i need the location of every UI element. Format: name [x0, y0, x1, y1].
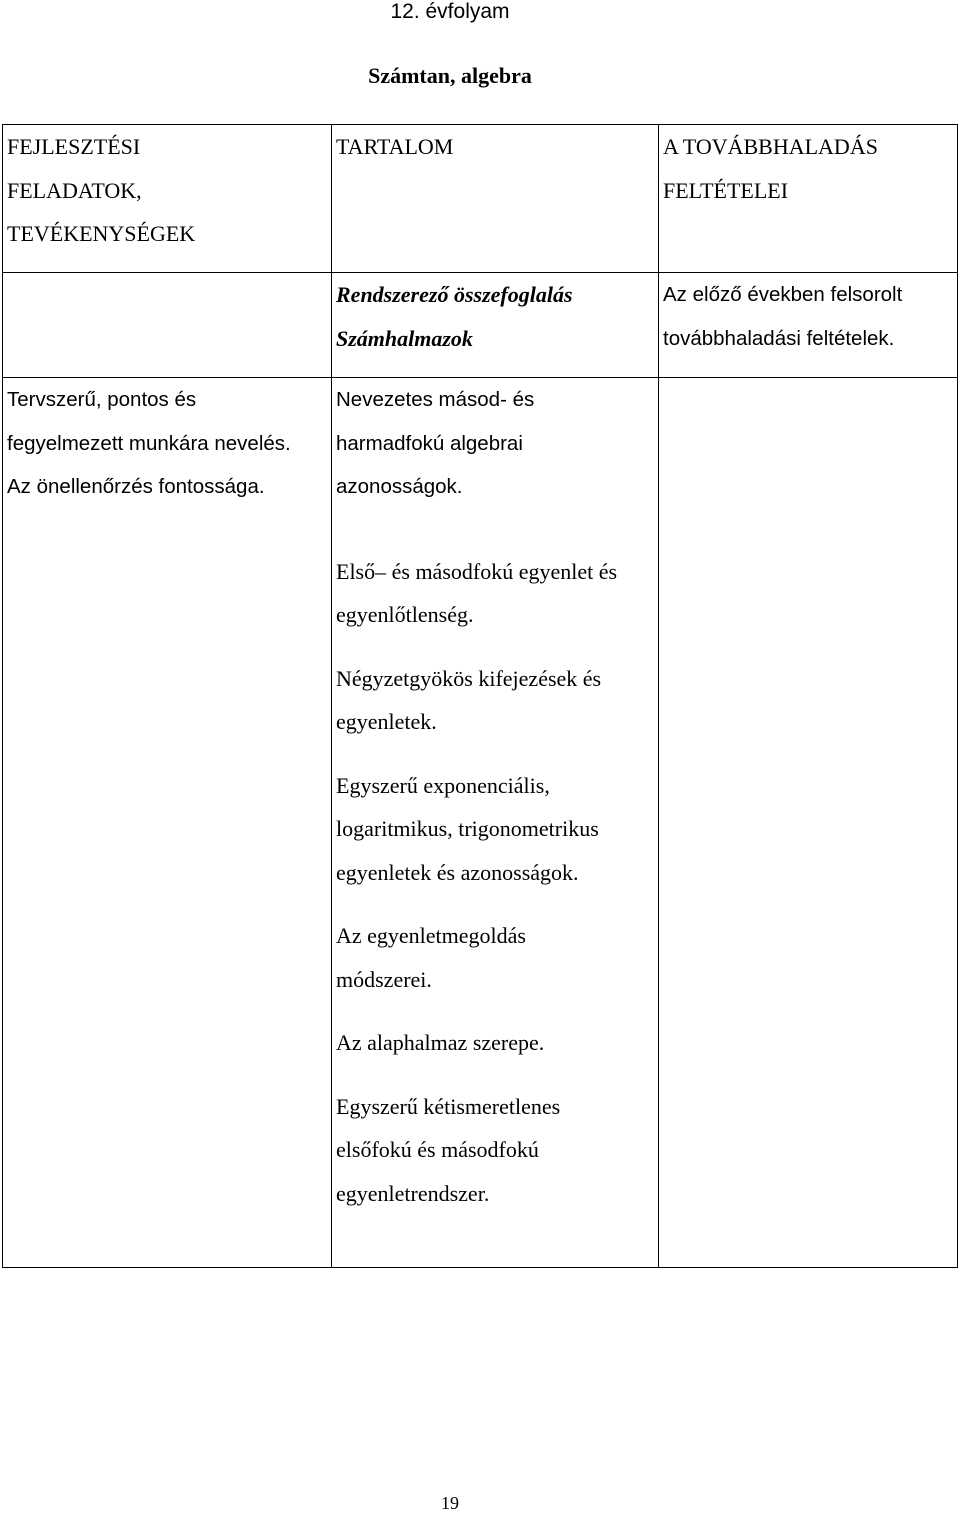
- curriculum-table: [2, 124, 958, 1268]
- header-line: FEJLESZTÉSI: [7, 134, 141, 159]
- subject-title: Számtan, algebra: [368, 63, 532, 88]
- content-item-line: egyenletek és azonosságok.: [336, 859, 579, 885]
- content-item-line: logaritmikus, trigonometrikus: [336, 816, 599, 841]
- spacer: [336, 1001, 654, 1021]
- header-line: FELTÉTELEI: [663, 177, 789, 203]
- content-item-line: Egyszerű exponenciális,: [336, 772, 550, 798]
- table-row: [3, 378, 958, 1268]
- number-sets-label: Számhalmazok: [336, 325, 473, 351]
- header-progression-conditions: [659, 125, 958, 273]
- table-row: [3, 273, 958, 378]
- header-content: [332, 125, 659, 273]
- header-line: TARTALOM: [336, 134, 454, 159]
- content-item-line: Négyzetgyökös kifejezések és: [336, 665, 602, 691]
- identity-line: harmadfokú algebrai: [336, 431, 523, 455]
- spacer: [336, 509, 654, 529]
- content-item-line: Első– és másodfokú egyenlet és: [336, 558, 618, 584]
- content-item-line: Az egyenletmegoldás: [336, 923, 526, 948]
- content-item-line: egyenletek.: [336, 709, 437, 734]
- task-line: fegyelmezett munkára nevelés.: [7, 431, 291, 455]
- spacer: [336, 637, 654, 657]
- spacer: [336, 529, 654, 550]
- cell-system-content: [332, 273, 659, 378]
- page-number: 19: [441, 1493, 459, 1513]
- content-item-line: Egyszerű kétismeretlenes: [336, 1093, 561, 1119]
- content-item-line: egyenlőtlenség.: [336, 602, 474, 627]
- header-line: TEVÉKENYSÉGEK: [7, 221, 196, 246]
- header-line: A TOVÁBBHALADÁS: [663, 134, 878, 159]
- cell-empty: [659, 378, 958, 1268]
- condition-line: továbbhaladási feltételek.: [663, 326, 895, 350]
- spacer: [336, 1065, 654, 1085]
- cell-content-items: [332, 378, 659, 1268]
- cell-tasks: [3, 378, 332, 1268]
- task-line: Tervszerű, pontos és: [7, 388, 197, 411]
- table-header-row: [3, 125, 958, 273]
- header-line: FELADATOK,: [7, 177, 142, 203]
- identity-line: azonosságok.: [336, 475, 463, 498]
- content-item-line: egyenletrendszer.: [336, 1180, 490, 1206]
- cell-conditions: [659, 273, 958, 378]
- spacer: [336, 894, 654, 914]
- content-item-line: Az alaphalmaz szerepe.: [336, 1030, 545, 1055]
- system-summary-label: Rendszerező összefoglalás: [336, 282, 573, 307]
- header-development-tasks: [3, 125, 332, 273]
- content-item-line: elsőfokú és másodfokú: [336, 1137, 539, 1162]
- cell-empty: [3, 273, 332, 378]
- grade-title: 12. évfolyam: [390, 0, 510, 23]
- content-item-line: módszerei.: [336, 966, 432, 992]
- spacer: [336, 744, 654, 764]
- identity-line: Nevezetes másod- és: [336, 388, 535, 411]
- condition-line: Az előző években felsorolt: [663, 283, 903, 306]
- task-line: Az önellenőrzés fontossága.: [7, 475, 265, 498]
